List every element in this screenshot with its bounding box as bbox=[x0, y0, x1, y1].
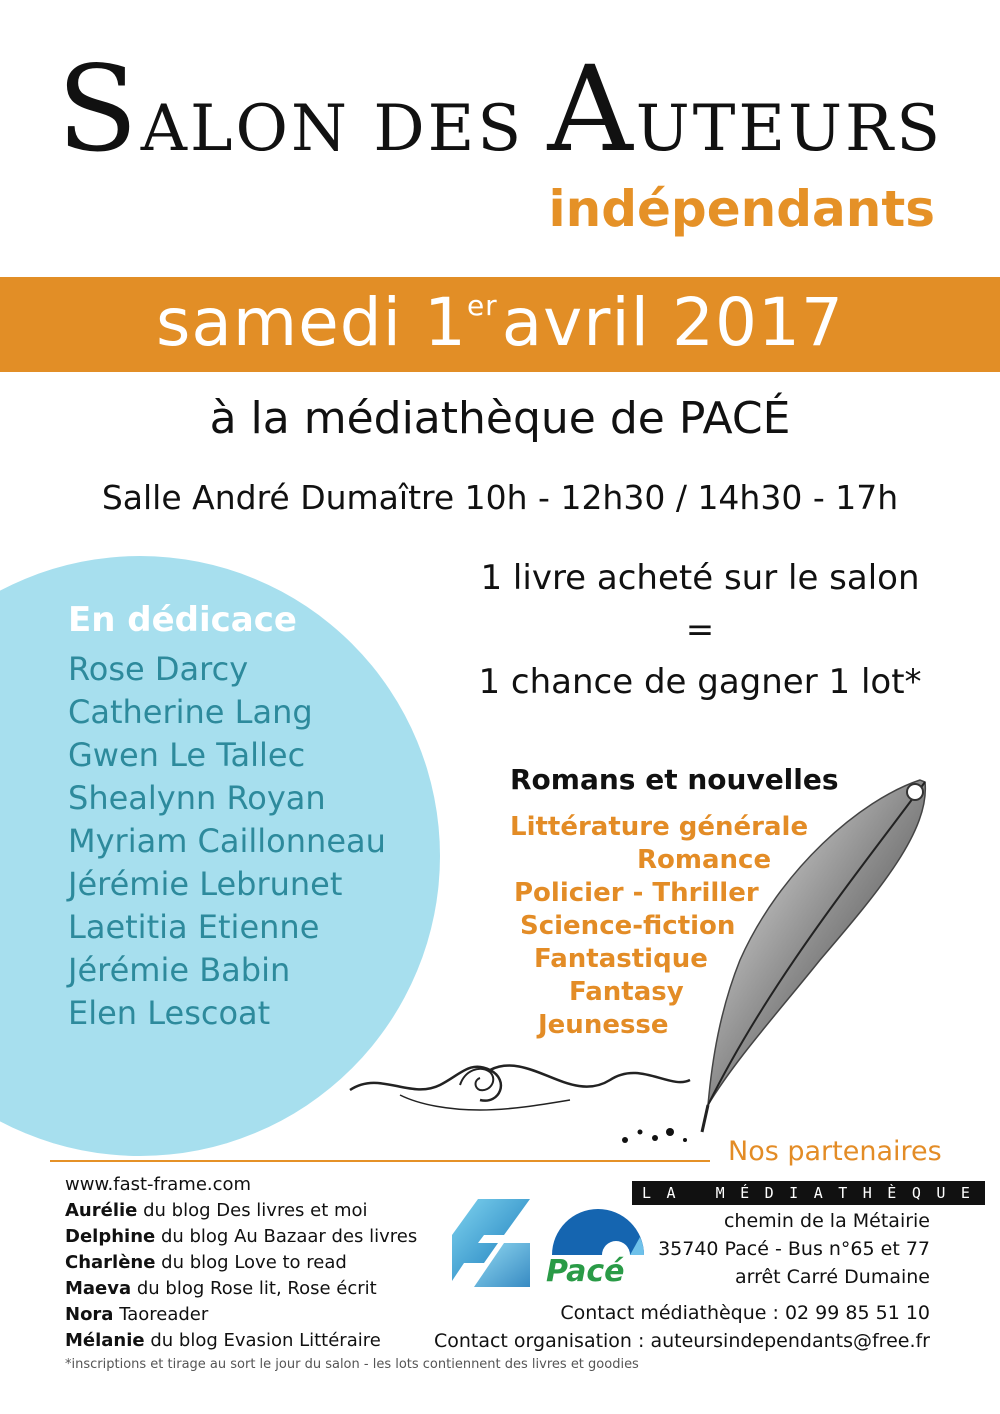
title-initial-a: A bbox=[547, 40, 636, 178]
event-hours: Salle André Dumaître 10h - 12h30 / 14h30 - 17h bbox=[101, 478, 899, 517]
genres-heading: Romans et nouvelles bbox=[510, 763, 839, 796]
title-initial-s: S bbox=[56, 40, 141, 178]
partner-item: Mélanie du blog Evasion Littéraire bbox=[65, 1330, 381, 1351]
author-item: Myriam Caillonneau bbox=[68, 822, 386, 860]
date-ordinal: er bbox=[466, 289, 498, 322]
partner-item: Nora Taoreader bbox=[65, 1304, 209, 1325]
genre-item: Romance bbox=[637, 845, 772, 875]
genre-item: Fantastique bbox=[534, 944, 708, 974]
partner-item: www.fast-frame.com bbox=[65, 1174, 252, 1195]
partner-item: Charlène du blog Love to read bbox=[65, 1252, 347, 1273]
address-line: chemin de la Métairie bbox=[723, 1210, 930, 1232]
authors-heading: En dédicace bbox=[68, 600, 297, 640]
genre-item: Jeunesse bbox=[538, 1010, 669, 1040]
contact-organisation: Contact organisation : auteursindependants@free.fr bbox=[433, 1330, 930, 1352]
pace-logo-text: Pacé bbox=[546, 1254, 625, 1289]
lottery-line-1: 1 livre acheté sur le salon bbox=[480, 558, 920, 598]
footer-divider bbox=[50, 1160, 710, 1162]
footnote: *inscriptions et tirage au sort le jour du salon - les lots contiennent des livres et goodies bbox=[65, 1357, 639, 1372]
genre-item: Fantasy bbox=[569, 977, 684, 1007]
title-uteurs: UTEURS bbox=[635, 92, 944, 166]
partners-list bbox=[65, 1172, 417, 1354]
genre-item: Littérature générale bbox=[510, 812, 809, 842]
address-line: 35740 Pacé - Bus n°65 et 77 bbox=[658, 1238, 930, 1260]
address-line: arrêt Carré Dumaine bbox=[734, 1266, 930, 1288]
mediatheque-logo: LA MÉDIATHÈQUE bbox=[632, 1181, 985, 1205]
event-venue: à la médiathèque de PACÉ bbox=[209, 393, 791, 444]
authors-list bbox=[68, 648, 386, 1035]
genre-item: Policier - Thriller bbox=[514, 878, 759, 908]
poster-subtitle: indépendants bbox=[548, 180, 935, 238]
partner-item: Aurélie du blog Des livres et moi bbox=[65, 1200, 368, 1221]
partner-item: Maeva du blog Rose lit, Rose écrit bbox=[65, 1278, 377, 1299]
date-suffix: avril 2017 bbox=[501, 284, 844, 361]
author-item: Elen Lescoat bbox=[68, 994, 271, 1032]
author-item: Laetitia Etienne bbox=[68, 908, 320, 946]
author-item: Gwen Le Tallec bbox=[68, 736, 306, 774]
date-prefix: samedi 1 bbox=[156, 284, 467, 361]
author-item: Jérémie Babin bbox=[68, 951, 291, 989]
author-item: Catherine Lang bbox=[68, 693, 313, 731]
pace-logo-icon bbox=[548, 1205, 648, 1257]
poster-title bbox=[0, 40, 1000, 178]
fast-frame-logo-icon bbox=[448, 1195, 534, 1291]
author-item: Rose Darcy bbox=[68, 650, 249, 688]
partners-label: Nos partenaires bbox=[728, 1136, 942, 1167]
lottery-line-2: = bbox=[685, 610, 715, 650]
genre-item: Science-fiction bbox=[520, 911, 736, 941]
author-item: Jérémie Lebrunet bbox=[68, 865, 343, 903]
author-item: Shealynn Royan bbox=[68, 779, 326, 817]
partner-item: Delphine du blog Au Bazaar des livres bbox=[65, 1226, 418, 1247]
lottery-line-3: 1 chance de gagner 1 lot* bbox=[478, 662, 922, 702]
contact-mediatheque: Contact médiathèque : 02 99 85 51 10 bbox=[560, 1302, 930, 1324]
event-date bbox=[0, 284, 1000, 361]
title-alon-des: ALON DES bbox=[140, 92, 548, 166]
